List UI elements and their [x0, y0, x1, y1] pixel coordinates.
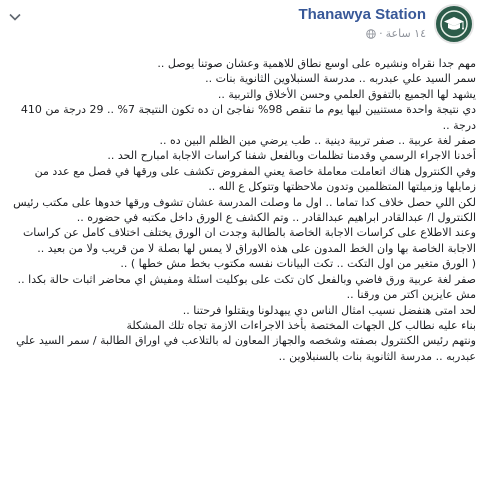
post-timestamp[interactable]: ١٤ ساعة	[385, 27, 426, 40]
post-paragraph: صفر لغة عربية .. صفر تربية دينية .. طب يرضي مين الظلم البين ده ..	[159, 134, 476, 148]
post-paragraph: مهم جدا نقراه ونشيره على اوسع نطاق للاهمية وعشان صوتنا يوصل ..	[157, 57, 476, 70]
post-paragraph: سمر السيد علي عبدربه .. مدرسة السنبلاوين الثانوية بنات ..	[205, 72, 476, 86]
post-paragraph: وفي الكنترول هناك اتعاملت معاملة خاصة يعني المفروض تكشف على ورقها في فصل مع عدد من زمايلها وزميلتها المتظلمين وتدون ملاحظتها وتتوكل ع الله ..	[34, 164, 476, 194]
post-text	[6, 56, 476, 364]
post-paragraph: أخدنا الاجراء الرسمي وقدمنا تظلمات وبالفعل شفنا كراسات الاجابة امبارح الحد ..	[107, 149, 476, 163]
post-paragraph: دي نتيجة واحدة مستنيين ليها يوم ما تنقص 98% نفاجئ ان ده تكون النتيجة 7% .. 29 درجة من 410 درجة ..	[20, 103, 476, 132]
globe-icon	[366, 29, 376, 39]
graduation-cap-logo-icon	[439, 9, 469, 39]
chevron-down-icon[interactable]	[8, 10, 22, 24]
post-paragraph: يشهد لها الجميع بالتفوق العلمي وحسن الأخلاق والتربية ..	[217, 87, 476, 101]
post-paragraph: بناء عليه نطالب كل الجهات المختصة بأخذ الاجراءات الازمة تجاه تلك المشكلة	[126, 318, 476, 332]
post-paragraph: لكن اللي حصل خلاف كدا تماما .. اول ما وصلت المدرسة عشان تشوف ورقها خدوها على مكتب رئيس الكنترول ا/ عبدالقادر ابراهيم عبدالقادر .. وتم الكشف ع الورق داخل مكتبه في حضوره ..	[13, 195, 476, 225]
post-paragraph: لحد امتى هنفضل نسيب امثال الناس دي يبهدلونا ويقتلوا فرحتنا ..	[182, 303, 476, 317]
post-header	[0, 0, 482, 52]
meta-separator: ·	[379, 27, 383, 40]
post-paragraph: وعند الاطلاع على كراسات الاجابة الخاصة بالطالبة وجدت ان الورق يختلف اختلاف كامل عن كراسات الاجابة الخاصة بها وان الخط المدون على هذه الاوراق لا يمس لها بصلة لا من قريب ولا من بعيد ..	[22, 226, 476, 255]
post-paragraph: ونتهم رئيس الكنترول بصفته وشخصه والجهاز المعاون له بالتلاعب في اوراق الطالبة / سمر السيد علي عبدربه .. مدرسة الثانوية بنات بالسنبلاوين ..	[16, 334, 476, 363]
page-avatar[interactable]	[434, 4, 474, 44]
page-name-link[interactable]: Thanawya Station	[298, 6, 426, 23]
post-meta	[366, 27, 426, 40]
post-paragraph: صفر لغة عربية ورق فاضي وبالفعل كان تكت على بوكليت اسئلة ومفيش اي محاضر اثبات حالة بكدا .. مش عايزين اكتر من ورقنا ..	[17, 272, 476, 302]
post-paragraph: ( الورق متغير من اول التكت .. تكت البيانات نفسه مكتوب بخط مش خطها ) ..	[120, 257, 476, 271]
